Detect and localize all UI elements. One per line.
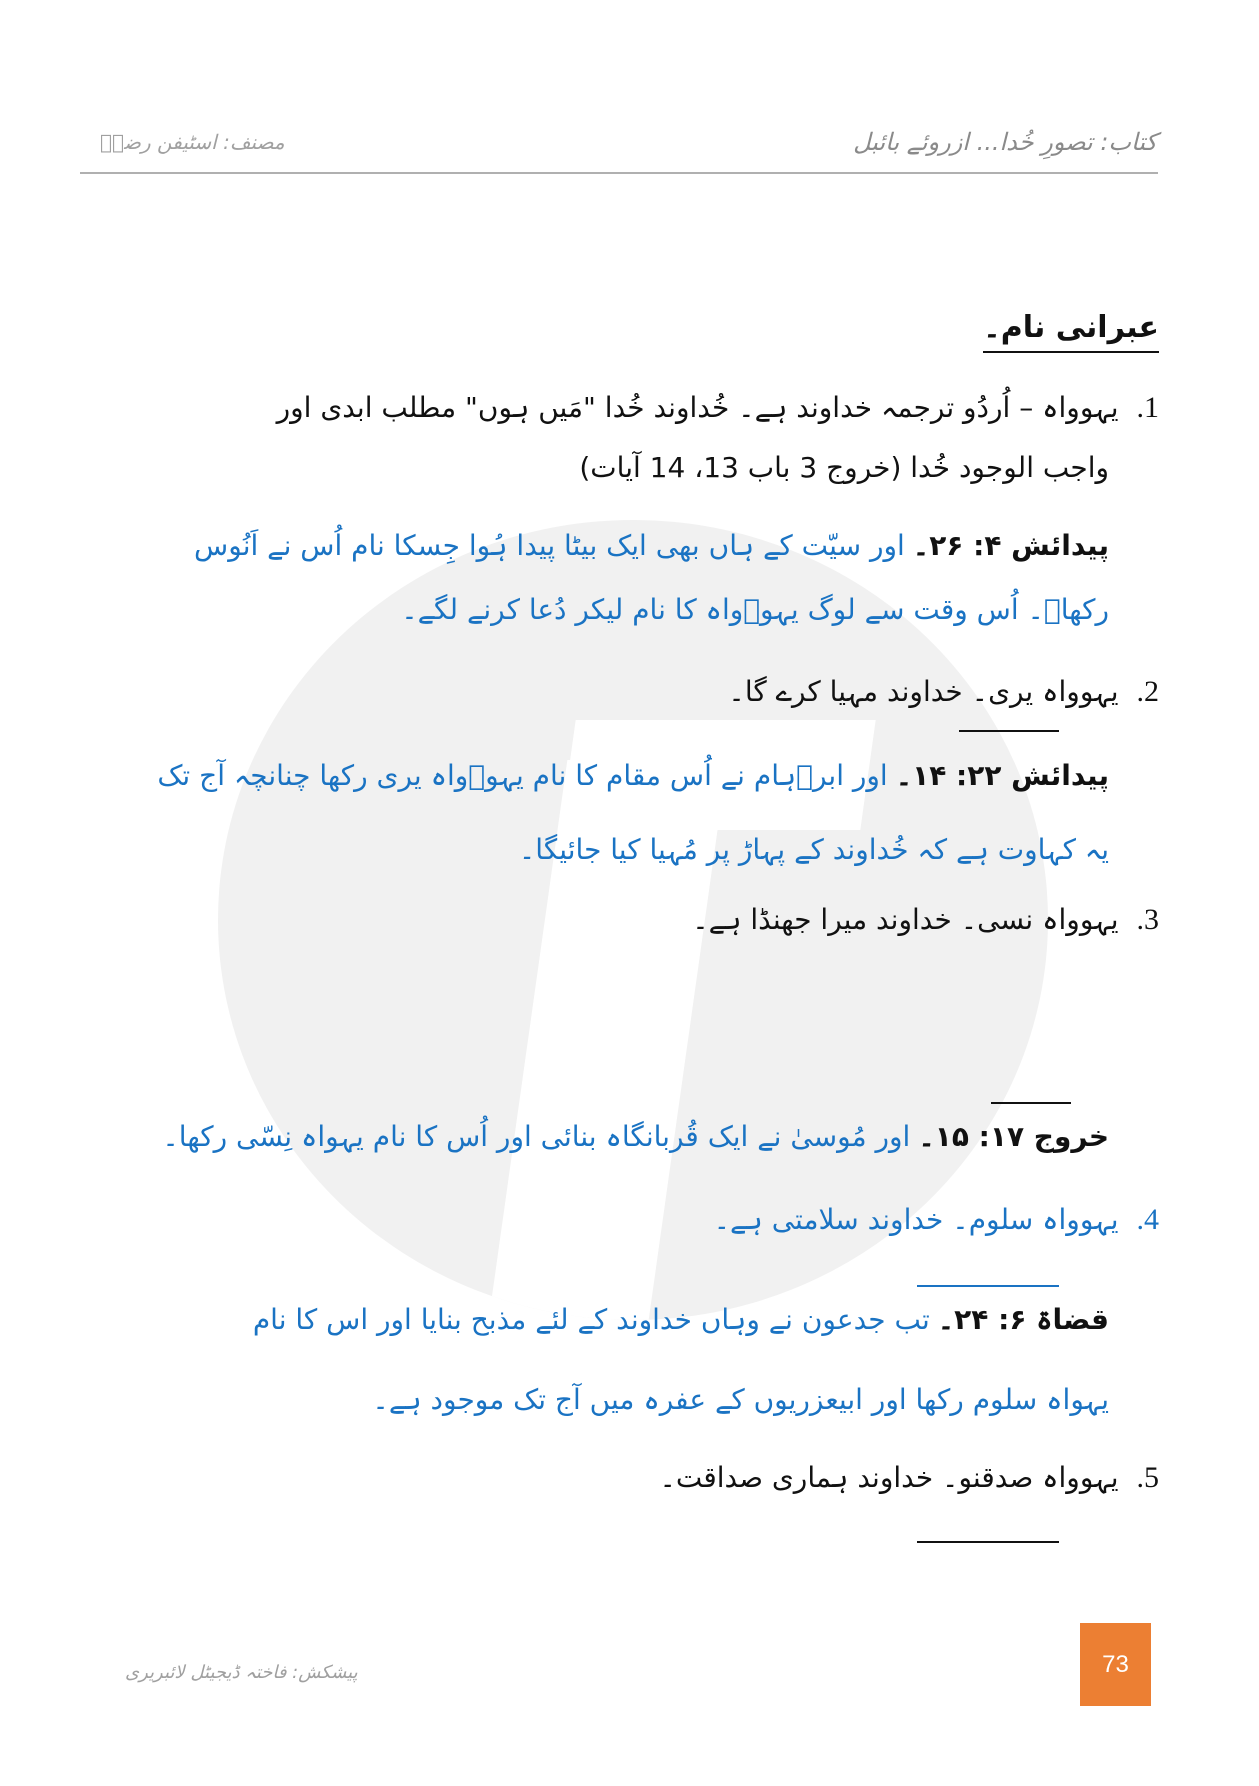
item-2-number: 2. — [1136, 675, 1159, 708]
item-3-verse-text-1: اور مُوسیٰ نے ایک قُربانگاہ بنائی اور اُس کا نام یہواہ نِسّی رکھا۔ — [162, 1120, 911, 1153]
page-number-badge: 73 — [1080, 1623, 1151, 1706]
item-4-verse-text-2: یہواہ سلوم رکھا اور ابیعزریوں کے عفرہ میں آج تک موجود ہے۔ — [372, 1383, 1109, 1416]
item-2-verse-line-2 — [130, 830, 1109, 870]
item-1-line-2 — [130, 448, 1109, 488]
item-4-meaning: خداوند سلامتی ہے۔ — [713, 1203, 944, 1236]
header-book-title: کتاب: تصورِ خُدا... ازروئے بائبل — [853, 128, 1157, 156]
item-1-verse-ref: پیدائش ۴: ۲۶۔ — [912, 529, 1109, 562]
item-2-label: یہوواہ یری۔ — [971, 675, 1119, 708]
item-1-line-1 — [130, 388, 1159, 428]
item-2-underline — [959, 730, 1059, 732]
item-3-label: یہوواہ نسی۔ — [960, 903, 1119, 936]
header-rule — [80, 172, 1158, 174]
item-5-underline — [917, 1541, 1059, 1543]
item-4-underline — [917, 1285, 1059, 1287]
item-3-verse-ref: خروج ۱۷: ۱۵۔ — [918, 1120, 1109, 1153]
item-2-verse-ref: پیدائش ۲۲: ۱۴۔ — [895, 759, 1109, 792]
item-4-label: یہوواہ سلوم۔ — [952, 1203, 1119, 1236]
item-4-verse-line-1 — [100, 1300, 1109, 1340]
item-5-heading — [130, 1458, 1159, 1498]
item-2-heading — [130, 672, 1159, 712]
header-author: مصنف: اسٹیفن رضاؔ — [100, 130, 285, 154]
item-5-meaning: خداوند ہماری صداقت۔ — [659, 1461, 934, 1494]
item-2-verse-text-2: یہ کہاوت ہے کہ خُداوند کے پہاڑ پر مُہیا کیا جائیگا۔ — [518, 833, 1109, 866]
item-1-verse-line-2 — [130, 590, 1109, 630]
item-4-verse-line-2 — [130, 1380, 1109, 1420]
item-4-verse-ref: قضاۃ ۶: ۲۴۔ — [937, 1303, 1109, 1336]
item-1-verse-line-1 — [100, 526, 1109, 566]
item-1-text-2: واجب الوجود خُدا (خروج 3 باب 13، 14 آیات) — [579, 451, 1109, 484]
item-1-verse-text-2: رکھاؔ۔ اُس وقت سے لوگ یہوؔواہ کا نام لیکر دُعا کرنے لگے۔ — [401, 593, 1109, 626]
item-2-meaning: خداوند مہیا کرے گا۔ — [728, 675, 963, 708]
item-3-number: 3. — [1136, 903, 1159, 936]
section-title: عبرانی نام۔ — [983, 310, 1159, 353]
item-3-heading — [130, 900, 1159, 940]
item-5-label: یہوواہ صدقنو۔ — [942, 1461, 1119, 1494]
item-1-verse-text-1: اور سیّت کے ہاں بھی ایک بیٹا پیدا ہُوا جِسکا نام اُس نے اَنُوس — [194, 529, 905, 562]
item-4-verse-text-1: تب جدعون نے وہاں خداوند کے لئے مذبح بنایا اور اس کا نام — [252, 1303, 930, 1336]
footer-credit: پیشکش: فاختہ ڈیجیٹل لائبریری — [125, 1662, 358, 1683]
item-5-number: 5. — [1136, 1461, 1159, 1494]
item-3-underline — [991, 1102, 1071, 1104]
item-2-verse-line-1 — [100, 756, 1109, 796]
item-1-number: 1. — [1136, 391, 1159, 424]
item-4-number: 4. — [1136, 1203, 1159, 1236]
item-1-text-1: یہوواہ – اُردُو ترجمہ خداوند ہے۔ خُداوند خُدا "مَیں ہوں" مطلب ابدی اور — [276, 391, 1119, 424]
item-2-verse-text-1: اور ابرؔہام نے اُس مقام کا نام یہوؔواہ یری رکھا چنانچہ آج تک — [157, 759, 888, 792]
item-3-meaning: خداوند میرا جھنڈا ہے۔ — [692, 903, 952, 936]
item-3-verse-line-1 — [100, 1117, 1109, 1157]
item-4-heading — [130, 1200, 1159, 1240]
